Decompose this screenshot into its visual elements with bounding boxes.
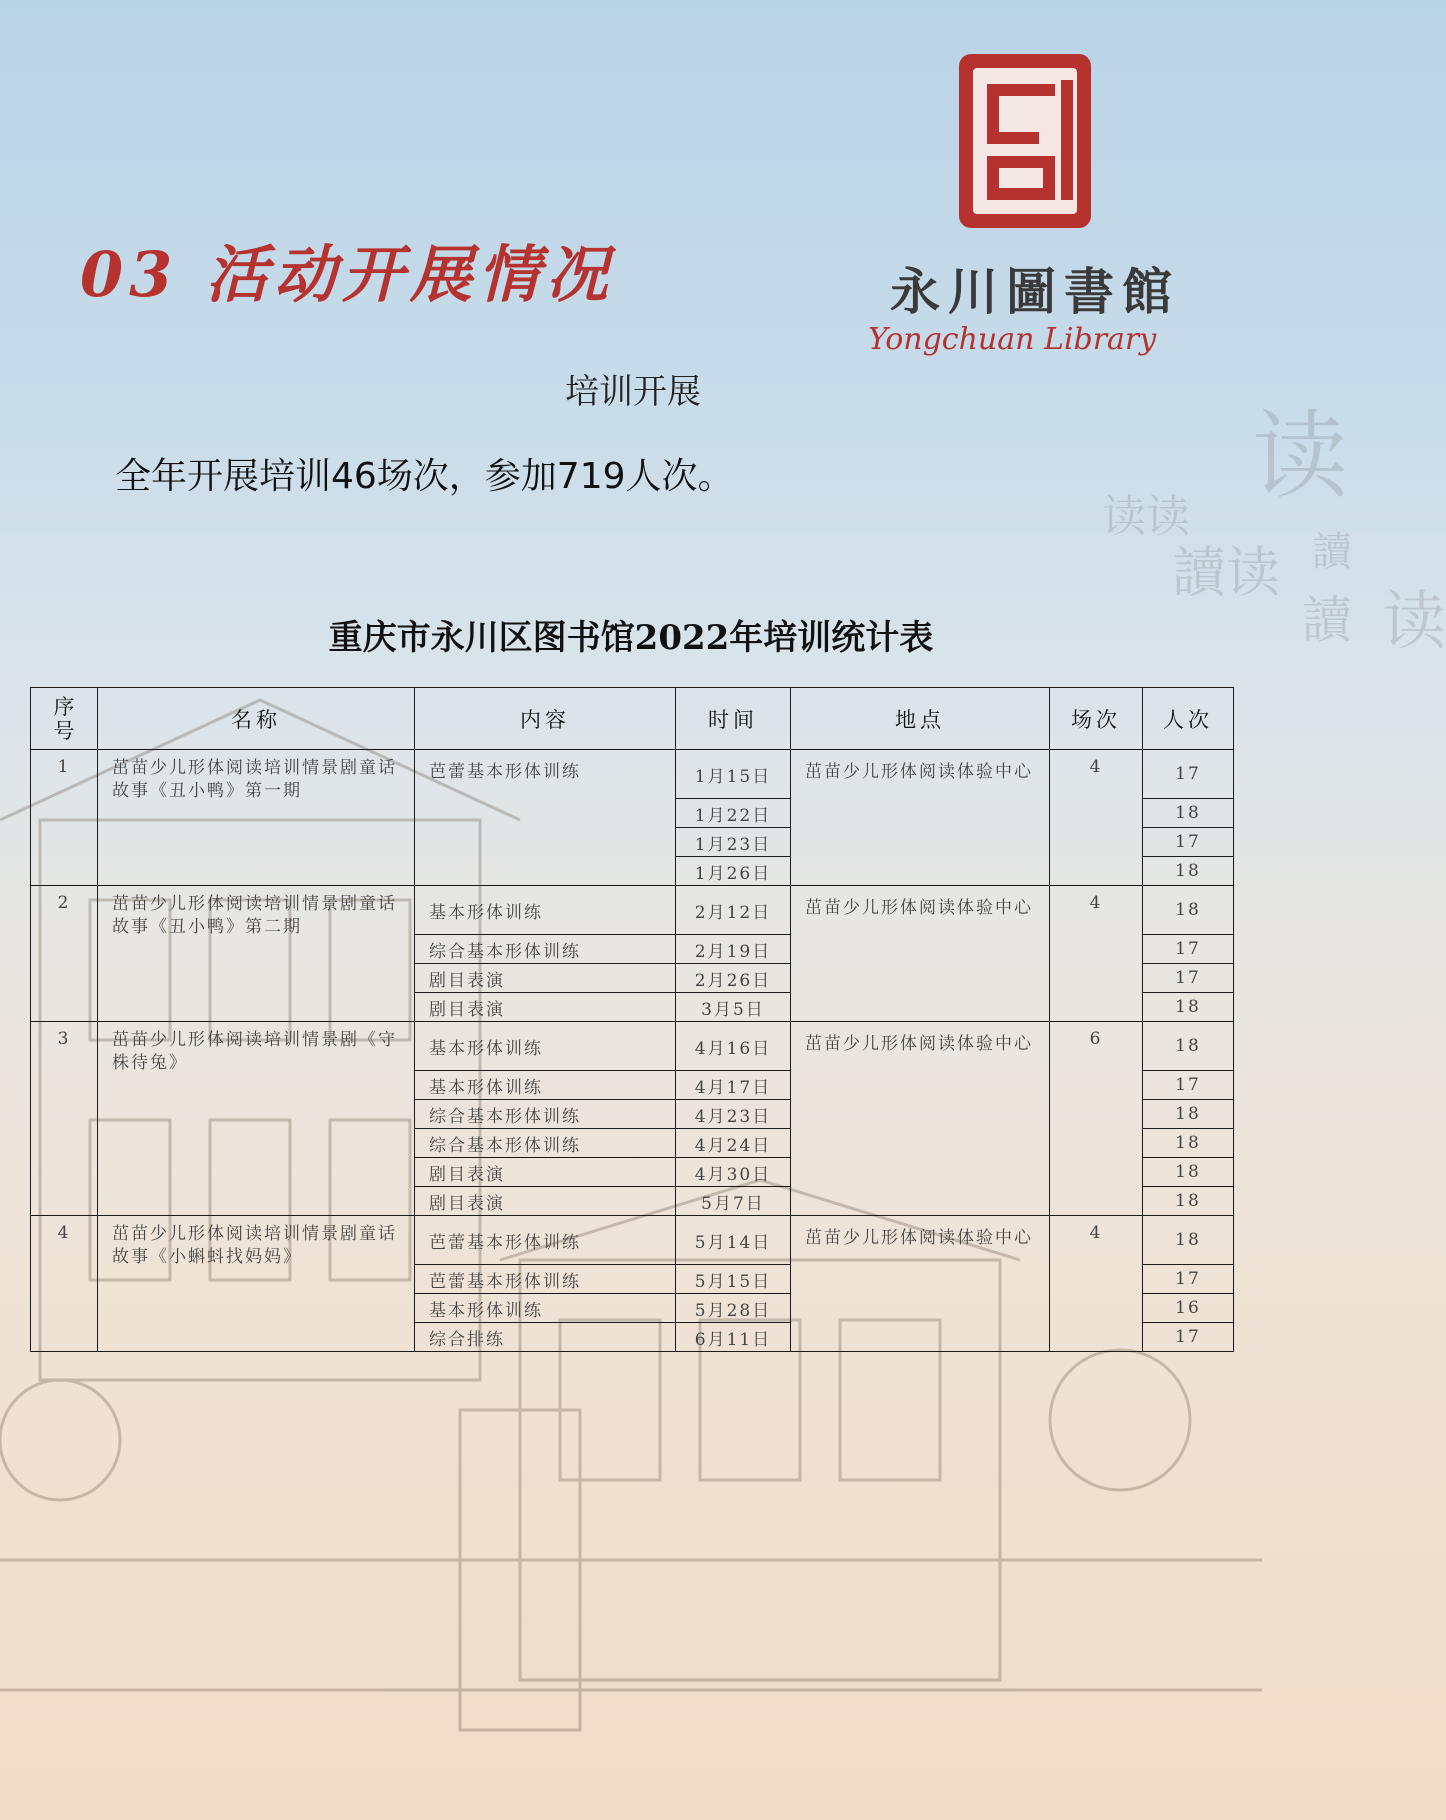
training-date: 4月16日 [676, 1022, 791, 1071]
attendee-count: 17 [1143, 935, 1234, 964]
attendee-count: 17 [1143, 1265, 1234, 1294]
row-index: 4 [31, 1216, 98, 1352]
attendee-count: 18 [1143, 799, 1234, 828]
training-content: 基本形体训练 [415, 886, 676, 935]
training-name: 茁苗少儿形体阅读培训情景剧童话故事《丑小鸭》第一期 [98, 750, 415, 886]
training-date: 1月15日 [676, 750, 791, 799]
training-date: 3月5日 [676, 993, 791, 1022]
attendee-count: 18 [1143, 1187, 1234, 1216]
attendee-count: 18 [1143, 1100, 1234, 1129]
attendee-count: 18 [1143, 1216, 1234, 1265]
training-name: 茁苗少儿形体阅读培训情景剧《守株待兔》 [98, 1022, 415, 1216]
header-sessions: 场次 [1050, 688, 1143, 750]
row-index: 1 [31, 750, 98, 886]
table-row [31, 886, 1234, 935]
training-place: 茁苗少儿形体阅读体验中心 [791, 1022, 1050, 1216]
attendee-count: 18 [1143, 1158, 1234, 1187]
training-date: 5月15日 [676, 1265, 791, 1294]
table-row [31, 1216, 1234, 1265]
attendee-count: 18 [1143, 993, 1234, 1022]
subsection-title: 培训开展 [565, 372, 701, 412]
training-date: 6月11日 [676, 1323, 791, 1352]
section-title: 03 活动开展情况 [80, 238, 614, 311]
training-stats-table [30, 687, 1234, 1352]
training-place: 茁苗少儿形体阅读体验中心 [791, 886, 1050, 1022]
training-place: 茁苗少儿形体阅读体验中心 [791, 750, 1050, 886]
summary-text: 全年开展培训46场次，参加719人次。 [115, 456, 734, 497]
training-date: 5月14日 [676, 1216, 791, 1265]
training-date: 1月26日 [676, 857, 791, 886]
training-content: 芭蕾基本形体训练 [415, 750, 676, 886]
training-date: 2月19日 [676, 935, 791, 964]
training-content: 基本形体训练 [415, 1022, 676, 1071]
table-row [31, 1022, 1234, 1071]
training-content: 综合基本形体训练 [415, 1129, 676, 1158]
table-title: 重庆市永川区图书馆2022年培训统计表 [328, 618, 934, 658]
training-date: 2月26日 [676, 964, 791, 993]
header-time: 时间 [676, 688, 791, 750]
attendee-count: 17 [1143, 1071, 1234, 1100]
row-index: 2 [31, 886, 98, 1022]
attendee-count: 17 [1143, 964, 1234, 993]
attendee-count: 18 [1143, 1129, 1234, 1158]
training-content: 综合排练 [415, 1323, 676, 1352]
session-count: 4 [1050, 750, 1143, 886]
attendee-count: 17 [1143, 828, 1234, 857]
header-content: 内容 [415, 688, 676, 750]
training-date: 5月7日 [676, 1187, 791, 1216]
training-name: 茁苗少儿形体阅读培训情景剧童话故事《丑小鸭》第二期 [98, 886, 415, 1022]
training-date: 4月17日 [676, 1071, 791, 1100]
attendee-count: 17 [1143, 750, 1234, 799]
training-date: 4月24日 [676, 1129, 791, 1158]
training-content: 综合基本形体训练 [415, 1100, 676, 1129]
training-content: 剧目表演 [415, 964, 676, 993]
training-date: 1月22日 [676, 799, 791, 828]
attendee-count: 18 [1143, 886, 1234, 935]
training-date: 2月12日 [676, 886, 791, 935]
table-header-row [31, 688, 1234, 750]
training-name: 茁苗少儿形体阅读培训情景剧童话故事《小蝌蚪找妈妈》 [98, 1216, 415, 1352]
training-content: 芭蕾基本形体训练 [415, 1265, 676, 1294]
training-date: 1月23日 [676, 828, 791, 857]
library-seal-logo [955, 50, 1095, 232]
library-name-cn: 永川圖書館 [890, 262, 1180, 321]
header-index: 序号 [31, 688, 98, 750]
training-date: 4月23日 [676, 1100, 791, 1129]
row-index: 3 [31, 1022, 98, 1216]
training-content: 剧目表演 [415, 1158, 676, 1187]
library-name-en: Yongchuan Library [868, 322, 1157, 357]
training-content: 基本形体训练 [415, 1294, 676, 1323]
header-name: 名称 [98, 688, 415, 750]
attendee-count: 18 [1143, 1022, 1234, 1071]
attendee-count: 17 [1143, 1323, 1234, 1352]
header-people: 人次 [1143, 688, 1234, 750]
table-row [31, 750, 1234, 799]
session-count: 4 [1050, 1216, 1143, 1352]
training-content: 剧目表演 [415, 993, 676, 1022]
training-place: 茁苗少儿形体阅读体验中心 [791, 1216, 1050, 1352]
training-date: 4月30日 [676, 1158, 791, 1187]
header-place: 地点 [791, 688, 1050, 750]
attendee-count: 16 [1143, 1294, 1234, 1323]
session-count: 6 [1050, 1022, 1143, 1216]
training-date: 5月28日 [676, 1294, 791, 1323]
training-content: 芭蕾基本形体训练 [415, 1216, 676, 1265]
session-count: 4 [1050, 886, 1143, 1022]
training-content: 剧目表演 [415, 1187, 676, 1216]
training-content: 综合基本形体训练 [415, 935, 676, 964]
training-content: 基本形体训练 [415, 1071, 676, 1100]
attendee-count: 18 [1143, 857, 1234, 886]
